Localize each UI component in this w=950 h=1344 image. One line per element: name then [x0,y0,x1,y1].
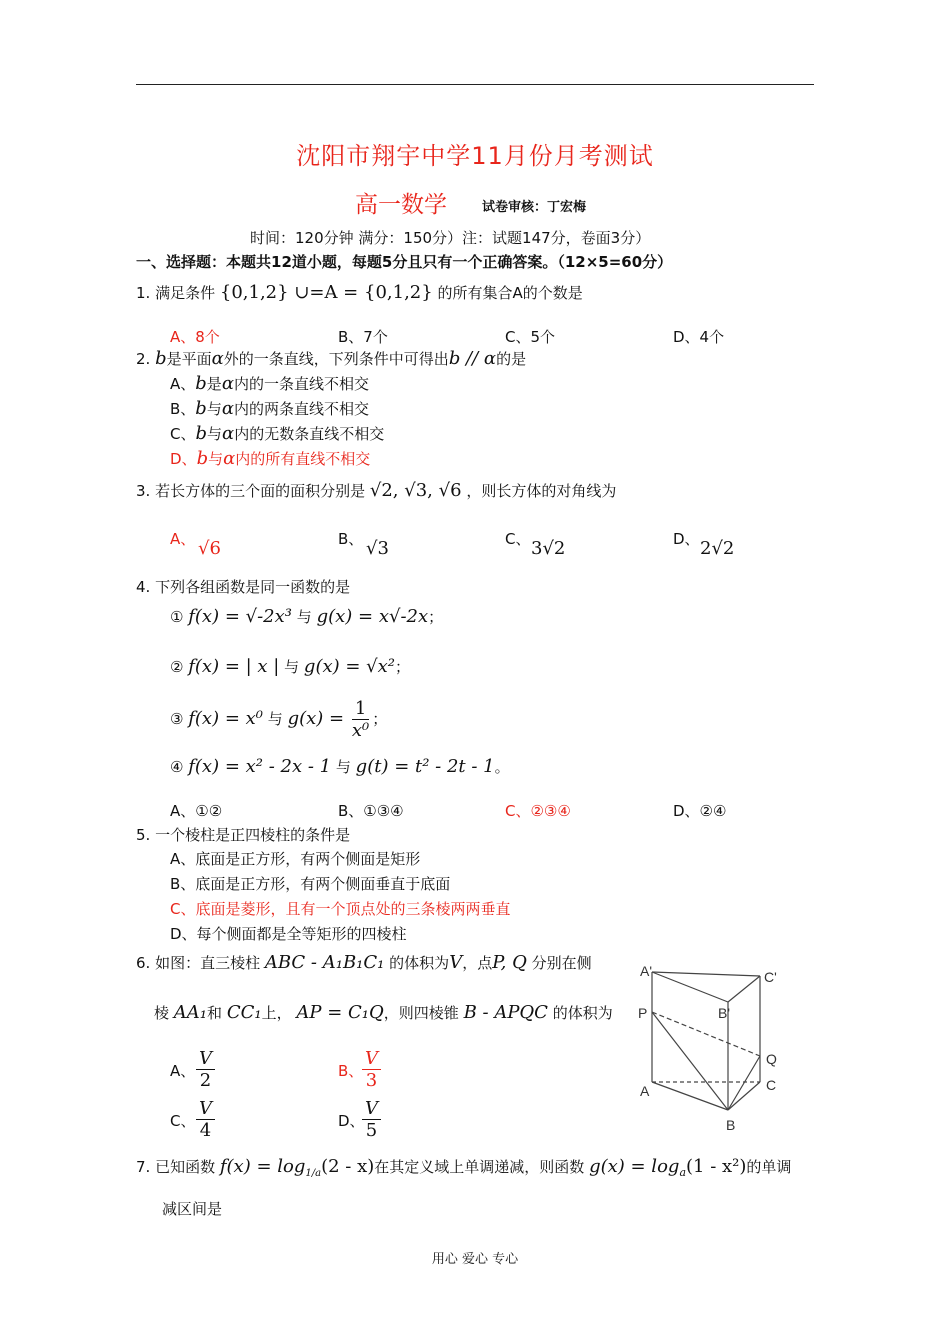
q7-text: 的单调 [746,1158,792,1176]
opt-pre: C、 [170,425,196,443]
item-g: g(x) = √x² [303,656,396,677]
item-fraction [349,698,372,741]
opt-b: b [196,448,209,469]
q2-t2: 外的一条直线，下列条件中可得出 [223,350,449,368]
question-6-line-1 [136,952,592,973]
q1-math: {0,1,2} ∪=A = {0,1,2} [219,282,433,303]
q4-item-1 [170,606,443,627]
prism-figure [630,958,790,1138]
q2-b: b [155,348,167,369]
fraction-den: 5 [365,1120,378,1141]
fraction-den: 4 [199,1120,212,1141]
segment-qb [728,1056,760,1110]
q6-option-c-fraction [196,1098,215,1141]
q7-g-base: a [679,1166,686,1179]
question-4: 4. 下列各组函数是同一函数的是 [136,578,351,596]
item-f: f(x) = x² - 2x - 1 [188,756,332,777]
fraction-den: 2 [199,1070,212,1091]
q3-option-b-label: B、 [338,530,364,548]
top-rule [136,84,814,85]
fraction-num: V [362,1048,381,1070]
q2-option-b [170,398,369,419]
question-1 [136,282,583,303]
q6-text: 分别在侧 [531,954,592,972]
q5-option-a: A、底面是正方形，有两个侧面是矩形 [170,850,421,868]
question-2 [136,348,526,369]
q6-volume: V [449,952,463,973]
item-with: 与 [296,608,312,626]
q7-f-arg: (2 - x) [321,1156,375,1177]
item-mark: ① [170,608,184,626]
section-heading: 一、选择题：本题共12道小题，每题5分且只有一个正确答案。（12×5=60分） [136,253,673,271]
q7-f: f(x) = log [219,1156,306,1177]
q5-option-b: B、底面是正方形，有两个侧面垂直于底面 [170,875,451,893]
q6-option-b-fraction [362,1048,381,1091]
question-3 [136,480,616,501]
opt-pre: B、 [170,400,196,418]
q1-option-d: D、4个 [673,328,725,346]
segment-pq [652,1012,760,1056]
opt-mid: 与 [206,400,222,418]
q4-item-3 [170,698,387,741]
q4-item-2 [170,656,410,677]
q6-pyramid: B - APQC [463,1002,548,1023]
q6-equal: AP = C₁Q [296,1002,384,1023]
q6-option-a-fraction [196,1048,215,1091]
opt-rest: 内的无数条直线不相交 [234,425,385,443]
label-b1: B' [718,1005,731,1021]
label-c: C [766,1077,777,1093]
q2-t3: 的是 [496,350,527,368]
q3-prefix: 3. 若长方体的三个面的面积分别是 [136,482,366,500]
q3-math: √2, √3, √6 [369,480,462,501]
q4-option-c: C、②③④ [505,802,571,820]
page-footer: 用心 爱心 专心 [431,1252,519,1267]
q4-option-d: D、②④ [673,802,727,820]
label-p: P [638,1005,648,1021]
q6-text: 棱 [154,1004,170,1022]
time-line: 时间：120分钟 满分：150分）注：试题147分，卷面3分） [250,229,651,247]
q3-option-a-value: √6 [198,538,221,559]
question-7 [136,1156,791,1179]
q6-text: 的体积为 [552,1004,613,1022]
q7-text: 7. 已知函数 [136,1158,216,1176]
q3-option-b-value: √3 [366,538,389,559]
q3-option-c-label: C、 [505,530,531,548]
q6-edge-aa1: AA₁ [173,1002,208,1023]
reviewer-note: 试卷审核：丁宏梅 [482,200,587,215]
q6-option-a-label: A、 [170,1062,196,1080]
item-mark: ④ [170,758,184,776]
opt-alpha: α [221,373,234,394]
question-7-line-2: 减区间是 [162,1200,223,1218]
q2-option-c [170,423,384,444]
q6-text: ，则四棱锥 [383,1004,459,1022]
q1-suffix: 的所有集合A的个数是 [437,284,583,302]
q7-f-base: 1/a [305,1168,322,1179]
q6-option-d-fraction [362,1098,381,1141]
q6-text: 上， [261,1004,292,1022]
item-mark: ② [170,658,184,676]
fraction-den: 3 [365,1070,378,1091]
item-with: 与 [335,758,351,776]
label-a1: A' [640,963,653,979]
item-g: g(x) = [287,708,345,729]
edge-a1b1 [652,972,728,1002]
label-a: A [640,1083,650,1099]
label-q: Q [766,1051,777,1067]
question-5: 5. 一个棱柱是正四棱柱的条件是 [136,826,351,844]
q1-option-b: B、7个 [338,328,388,346]
opt-b: b [195,423,208,444]
fraction-num: V [362,1098,381,1120]
q3-option-a-label: A、 [170,530,196,548]
q7-g: g(x) = log [589,1156,680,1177]
opt-alpha: α [223,448,236,469]
opt-rest: 内的所有直线不相交 [235,450,371,468]
label-c1: C' [764,969,777,985]
q3-option-c-value: 3√2 [531,538,566,559]
label-b: B [726,1117,736,1133]
q6-points: P, Q [492,952,527,973]
item-f: f(x) = | x | [188,656,280,677]
q6-edge-cc1: CC₁ [226,1002,262,1023]
q7-text: 在其定义域上单调递减，则函数 [374,1158,585,1176]
opt-b: b [195,398,207,419]
fraction-num: V [196,1098,215,1120]
q6-text: ，点 [462,954,493,972]
q2-option-d [170,448,370,469]
q1-prefix: 1. 满足条件 [136,284,216,302]
q6-prism: ABC - A₁B₁C₁ [264,952,385,973]
opt-alpha: α [222,423,235,444]
edge-a1c1 [652,972,760,976]
opt-pre: A、 [170,375,196,393]
item-f: f(x) = √-2x³ [188,606,292,627]
item-end: 。 [494,758,510,776]
q6-text: 的体积为 [389,954,450,972]
q7-g-arg: (1 - x²) [686,1156,747,1177]
q2-t1: 是平面 [166,350,212,368]
opt-alpha: α [221,398,234,419]
item-mark: ③ [170,710,184,728]
q2-num: 2. [136,350,151,368]
item-end: ； [372,710,388,728]
q6-text: 和 [207,1004,223,1022]
q1-option-a: A、8个 [170,328,220,346]
q3-option-d-value: 2√2 [700,538,735,559]
q3-suffix: ，则长方体的对角线为 [466,482,617,500]
q6-text: 6. 如图：直三棱柱 [136,954,261,972]
opt-pre: D、 [170,450,197,468]
q5-option-c: C、底面是菱形，且有一个顶点处的三条棱两两垂直 [170,900,511,918]
opt-b: b [195,373,207,394]
q4-option-a: A、①② [170,802,223,820]
subject-title: 高一数学 [355,192,447,218]
opt-rest: 内的一条直线不相交 [233,375,369,393]
edge-cb [728,1082,760,1110]
opt-mid: 是 [206,375,222,393]
q4-option-b: B、①③④ [338,802,404,820]
q3-option-d-label: D、 [673,530,700,548]
opt-mid: 与 [208,450,224,468]
item-g: g(t) = t² - 2t - 1 [355,756,495,777]
q2-parallel: b // α [448,348,497,369]
item-with: 与 [267,710,283,728]
item-f: f(x) = x⁰ [188,708,263,729]
q1-option-c: C、5个 [505,328,556,346]
item-with: 与 [284,658,300,676]
q6-option-c-label: C、 [170,1112,196,1130]
q6-option-d-label: D、 [338,1112,365,1130]
exam-title: 沈阳市翔宇中学11月份月考测试 [296,142,654,170]
opt-mid: 与 [207,425,223,443]
item-g: g(x) = x√-2x [316,606,429,627]
item-end: ； [428,608,444,626]
fraction-num: V [196,1048,215,1070]
q2-alpha: α [211,348,224,369]
q2-option-a [170,373,369,394]
fraction-den: x⁰ [351,720,370,741]
q5-option-d: D、每个侧面都是全等矩形的四棱柱 [170,925,407,943]
q4-item-4 [170,756,510,777]
opt-rest: 内的两条直线不相交 [234,400,370,418]
q6-option-b-label: B、 [338,1062,364,1080]
question-6-line-2 [154,1002,613,1023]
item-end: ； [395,658,411,676]
fraction-num: 1 [352,698,369,720]
segment-pb [652,1012,728,1110]
edge-b1c1 [728,976,760,1002]
